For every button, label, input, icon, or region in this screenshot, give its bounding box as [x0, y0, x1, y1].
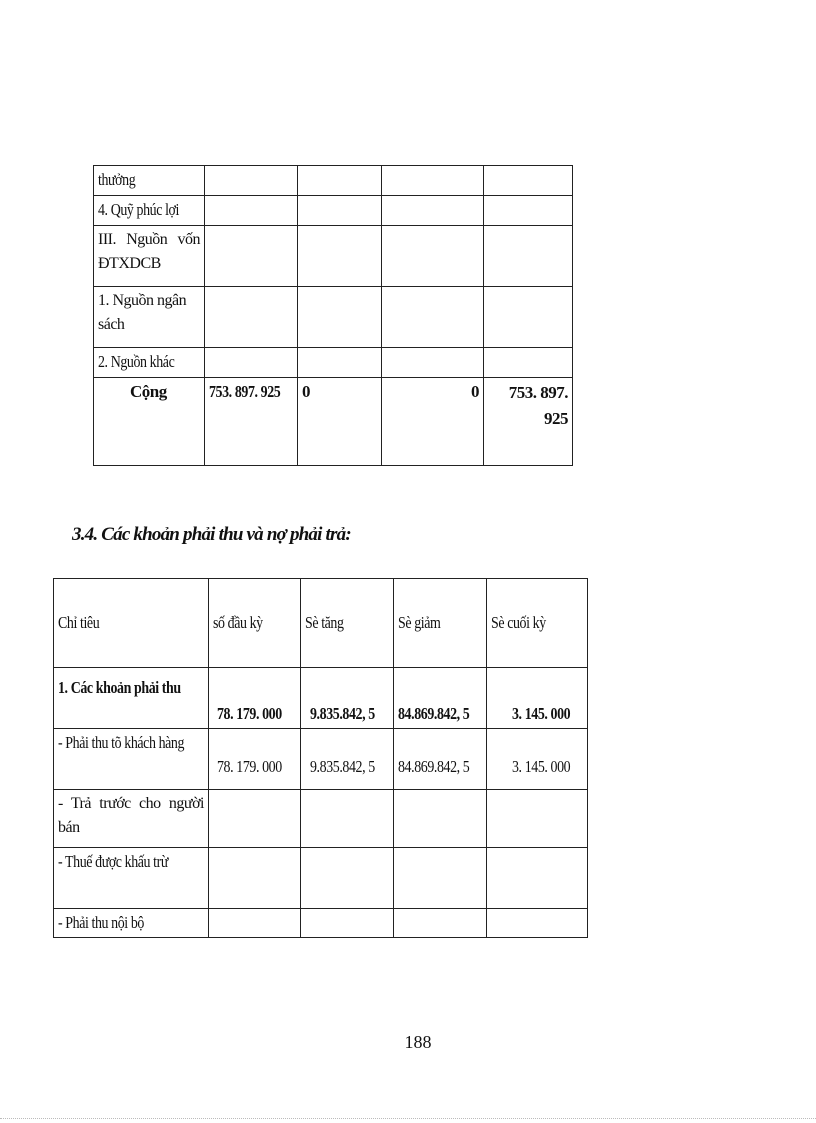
col-header: Sè giảm — [394, 579, 487, 668]
table-row — [54, 848, 588, 909]
total-closing: 753. 897. 925 — [484, 378, 573, 466]
table-row — [54, 790, 588, 848]
total-increase: 0 — [298, 378, 382, 466]
table-header-row — [54, 579, 588, 668]
row-label: 1. Các khoản phải thu — [54, 668, 209, 729]
row-label: 4. Quỹ phúc lợi — [94, 196, 205, 226]
section-heading: 3.4. Các khoản phải thu và nợ phải trả: — [72, 524, 351, 545]
page-divider — [0, 1118, 816, 1119]
row-label: - Phải thu tõ khách hàng — [54, 729, 209, 790]
row-label: III. Nguồn vốn ĐTXDCB — [94, 226, 205, 287]
col-header: Chỉ tiêu — [54, 579, 209, 668]
table-row — [94, 166, 573, 196]
total-label: Cộng — [94, 378, 205, 466]
row-label: thưởng — [94, 166, 205, 196]
table-row — [94, 226, 573, 287]
table-row: 1. Các khoản phải thu 78. 179. 000 9.835.842, 5 84.869.842, 5 3. 145. 000 — [54, 668, 588, 729]
table-row — [94, 287, 573, 348]
total-row — [94, 378, 573, 466]
table-row — [94, 348, 573, 378]
total-decrease: 0 — [382, 378, 484, 466]
receivables-table — [53, 578, 588, 938]
table-row — [94, 196, 573, 226]
table-row: - Phải thu tõ khách hàng 78. 179. 000 9.835.842, 5 84.869.842, 5 3. 145. 000 — [54, 729, 588, 790]
funds-table — [93, 165, 573, 466]
row-label: 1. Nguồn ngân sách — [94, 287, 205, 348]
col-header: số đầu kỳ — [209, 579, 301, 668]
row-label: 2. Nguồn khác — [94, 348, 205, 378]
table-row — [54, 909, 588, 938]
page-number: 188 — [404, 1032, 432, 1052]
col-header: Sè cuối kỳ — [487, 579, 588, 668]
row-label: - Phải thu nội bộ — [54, 909, 209, 938]
row-label: - Thuế được khấu trừ — [54, 848, 209, 909]
row-label: - Trả trước cho người bán — [54, 790, 209, 848]
col-header: Sè tăng — [301, 579, 394, 668]
total-opening: 753. 897. 925 — [205, 378, 298, 466]
